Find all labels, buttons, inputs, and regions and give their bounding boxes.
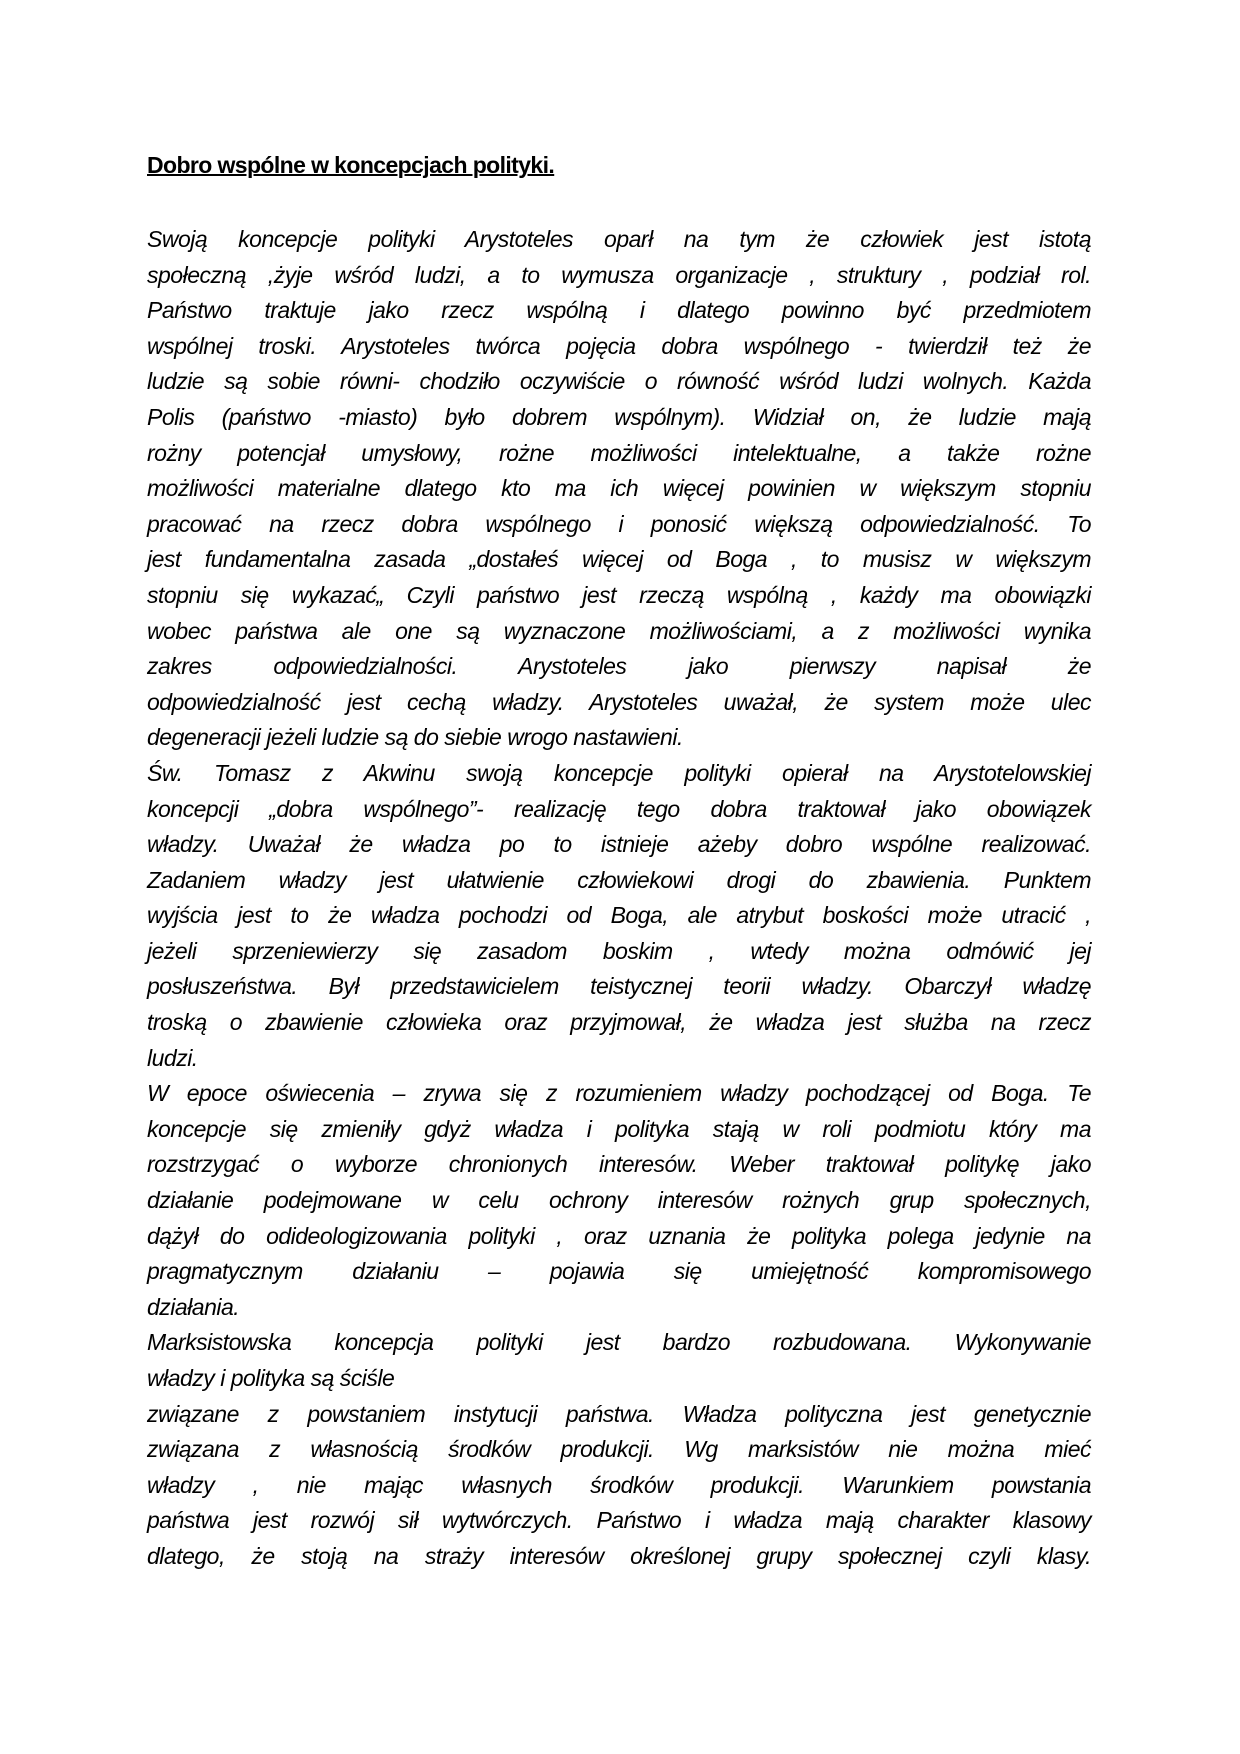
text-line: wyjścia jest to że władza pochodzi od Boga, ale atrybut boskości może utracić , [147,902,1091,929]
text-line: Polis (państwo -miasto) było dobrem wspólnym). Widział on, że ludzie mają [147,403,1091,430]
text-line: odpowiedzialność jest cechą władzy. Arystoteles uważał, że system może ulec [147,688,1091,715]
text-line: rozstrzygać o wyborze chronionych interesów. Weber traktował politykę jako [147,1151,1091,1178]
text-line: związane z powstaniem instytucji państwa. Władza polityczna jest genetycznie [147,1400,1091,1427]
text-line: związana z własnością środków produkcji. Wg marksistów nie można mieć [147,1436,1091,1463]
text-line: działanie podejmowane w celu ochrony interesów rożnych grup społecznych, [147,1187,1091,1214]
text-line: władzy i polityka są ściśle [147,1365,395,1391]
text-line: ludzie są sobie równi- chodziło oczywiście o równość wśród ludzi wolnych. Każda [147,368,1091,395]
text-line: dlatego, że stoją na straży interesów określonej grupy społecznej czyli klasy. [147,1542,1091,1569]
document-title: Dobro wspólne w koncepcjach polityki. [147,152,555,178]
text-line: wspólnej troski. Arystoteles twórca pojęcia dobra wspólnego - twierdził też że [147,332,1091,359]
text-line: Państwo traktuje jako rzecz wspólną i dlatego powinno być przedmiotem [147,297,1091,324]
text-line: troską o zbawienie człowieka oraz przyjmował, że władza jest służba na rzecz [147,1009,1091,1036]
text-line: Marksistowska koncepcja polityki jest bardzo rozbudowana. Wykonywanie [147,1329,1091,1356]
document-body [147,222,1091,1575]
text-line: posłuszeństwa. Był przedstawicielem teistycznej teorii władzy. Obarczył władzę [147,973,1091,1000]
text-line: jeżeli sprzeniewierzy się zasadom boskim , wtedy można odmówić jej [147,937,1091,964]
text-line: W epoce oświecenia – zrywa się z rozumieniem władzy pochodzącej od Boga. Te [147,1080,1091,1107]
text-line: władzy , nie mając własnych środków produkcji. Warunkiem powstania [147,1471,1091,1498]
text-line: Swoją koncepcje polityki Arystoteles oparł na tym że człowiek jest istotą [147,226,1091,252]
text-line: jest fundamentalna zasada „dostałeś więcej od Boga , to musisz w większym [147,546,1091,573]
text-line: działania. [147,1293,240,1320]
text-line: koncepcje się zmieniły gdyż władza i polityka stają w roli podmiotu który ma [147,1115,1091,1142]
text-line: zakres odpowiedzialności. Arystoteles jako pierwszy napisał że [147,653,1091,680]
text-line: rożny potencjał umysłowy, rożne możliwości intelektualne, a także rożne [147,439,1091,466]
text-line: dążył do odideologizowania polityki , oraz uznania że polityka polega jedynie na [147,1222,1091,1249]
text-line: możliwości materialne dlatego kto ma ich więcej powinien w większym stopniu [147,475,1091,502]
text-line: koncepcji „dobra wspólnego”- realizację tego dobra traktował jako obowiązek [147,795,1091,822]
text-line: Św. Tomasz z Akwinu swoją koncepcje polityki opierał na Arystotelowskiej [147,759,1091,786]
text-line: Zadaniem władzy jest ułatwienie człowiekowi drogi do zbawienia. Punktem [147,866,1091,893]
text-line: ludzi. [147,1044,198,1071]
text-line: degeneracji jeżeli ludzie są do siebie wrogo nastawieni. [147,724,683,751]
text-line: wobec państwa ale one są wyznaczone możliwościami, a z możliwości wynika [147,617,1091,644]
text-line: pracować na rzecz dobra wspólnego i ponosić większą odpowiedzialność. To [147,510,1091,537]
text-line: władzy. Uważał że władza po to istnieje ażeby dobro wspólne realizować. [147,831,1091,858]
text-line: pragmatycznym działaniu – pojawia się umiejętność kompromisowego [147,1258,1091,1285]
text-line: społeczną ,żyje wśród ludzi, a to wymusza organizacje , struktury , podział rol. [147,261,1091,288]
text-line: państwa jest rozwój sił wytwórczych. Państwo i władza mają charakter klasowy [147,1507,1091,1534]
text-line: stopniu się wykazać„ Czyli państwo jest rzeczą wspólną , każdy ma obowiązki [147,581,1091,608]
